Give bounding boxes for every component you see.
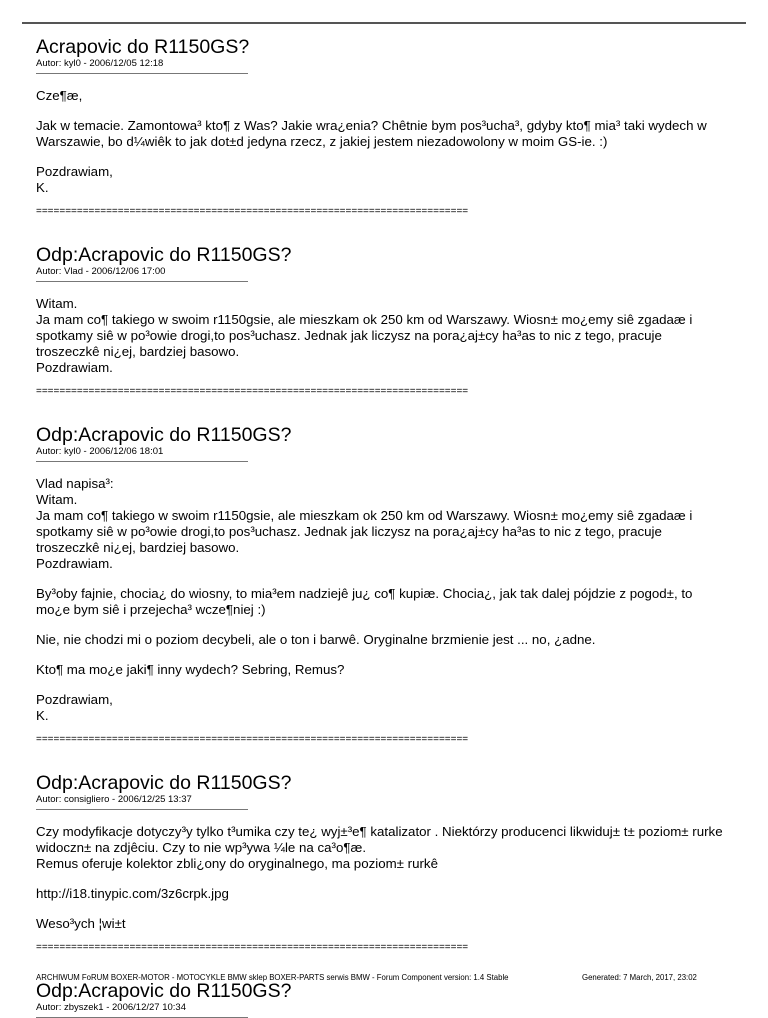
- post-body: [36, 824, 726, 932]
- post-body: [36, 476, 726, 724]
- footer-generated: Generated: 7 March, 2017, 23:02: [582, 973, 697, 982]
- forum-post: [36, 980, 726, 1018]
- post-meta: Autor: kyl0 - 2006/12/05 12:18: [36, 58, 164, 69]
- post-meta: Autor: kyl0 - 2006/12/06 18:01: [36, 446, 164, 457]
- post-paragraph: Kto¶ ma mo¿e jaki¶ inny wydech? Sebring, Remus?: [36, 662, 345, 677]
- post-body: [36, 88, 726, 196]
- forum-post: [36, 244, 726, 398]
- post-paragraph: http://i18.tinypic.com/3z6crpk.jpg: [36, 886, 229, 901]
- top-rule: [22, 22, 746, 24]
- post-paragraph: Pozdrawiam, K.: [36, 164, 113, 195]
- post-title: Odp:Acrapovic do R1150GS?: [36, 244, 292, 266]
- post-title: Odp:Acrapovic do R1150GS?: [36, 772, 292, 794]
- post-title: Acrapovic do R1150GS?: [36, 36, 250, 58]
- post-paragraph: Weso³ych ¦wi±t: [36, 916, 126, 931]
- post-paragraph: Nie, nie chodzi mi o poziom decybeli, ale o ton i barwê. Oryginalne brzmienie jest ... no, ¿adne.: [36, 632, 596, 647]
- post-paragraph: Vlad napisa³: Witam. Ja mam co¶ takiego w swoim r1150gsie, ale mieszkam ok 250 km od Warszawy. Wiosn± mo¿emy siê zgadaæ i spotkamy siê w po³owie drogi,to pos³uchasz. Jednak jak liczysz na pora¿aj±cy ha³as to nic z tego, pracuje troszeczkê ni¿ej, bardziej basowo. Pozdrawiam.: [36, 476, 693, 571]
- forum-post: [36, 36, 726, 218]
- forum-post: [36, 424, 726, 746]
- post-paragraph: Cze¶æ,: [36, 88, 83, 103]
- post-paragraph: Jak w temacie. Zamontowa³ kto¶ z Was? Jakie wra¿enia? Chêtnie bym pos³ucha³, gdyby kto¶ mia³ taki wydech w Warszawie, bo d¼wiêk to jak dot±d jedyna rzecz, z jakiej jestem niezadowolony w moim GS-ie. :): [36, 118, 707, 149]
- post-paragraph: Witam. Ja mam co¶ takiego w swoim r1150gsie, ale mieszkam ok 250 km od Warszawy. Wiosn± mo¿emy siê zgadaæ i spotkamy siê w po³owie drogi,to pos³uchasz. Jednak jak liczysz na pora¿aj±cy ha³as to nic z tego, pracuje troszeczkê ni¿ej, bardziej basowo. Pozdrawiam.: [36, 296, 693, 375]
- post-title: Odp:Acrapovic do R1150GS?: [36, 424, 292, 446]
- post-separator: ==========================================================================: [36, 734, 469, 745]
- post-separator: ==========================================================================: [36, 206, 469, 217]
- post-body: [36, 296, 726, 376]
- meta-divider: [36, 73, 248, 74]
- post-separator: ==========================================================================: [36, 942, 469, 953]
- post-paragraph: By³oby fajnie, chocia¿ do wiosny, to mia³em nadziejê ju¿ co¶ kupiæ. Chocia¿, jak tak dalej pójdzie z pogod±, to mo¿e bym siê i przejecha³ wcze¶niej :): [36, 586, 693, 617]
- post-separator: ==========================================================================: [36, 386, 469, 397]
- post-paragraph: Pozdrawiam, K.: [36, 692, 113, 723]
- post-meta: Autor: zbyszek1 - 2006/12/27 10:34: [36, 1002, 186, 1013]
- meta-divider: [36, 281, 248, 282]
- footer-source: ARCHIWUM FoRUM BOXER-MOTOR - MOTOCYKLE BMW sklep BOXER-PARTS serwis BMW - Forum Component version: 1.4 Stable: [36, 973, 509, 982]
- thread-content: [36, 36, 726, 1018]
- forum-post: [36, 772, 726, 954]
- post-meta: Autor: consigliero - 2006/12/25 13:37: [36, 794, 192, 805]
- meta-divider: [36, 461, 248, 462]
- post-title: Odp:Acrapovic do R1150GS?: [36, 980, 292, 1002]
- meta-divider: [36, 809, 248, 810]
- post-meta: Autor: Vlad - 2006/12/06 17:00: [36, 266, 166, 277]
- post-paragraph: Czy modyfikacje dotyczy³y tylko t³umika czy te¿ wyj±³e¶ katalizator . Niektórzy producenci likwiduj± t± poziom± rurke widoczn± na zdjêciu. Czy to nie wp³ywa ¼le na ca³o¶æ. Remus oferuje kolektor zbli¿ony do oryginalnego, ma poziom± rurkê: [36, 824, 723, 871]
